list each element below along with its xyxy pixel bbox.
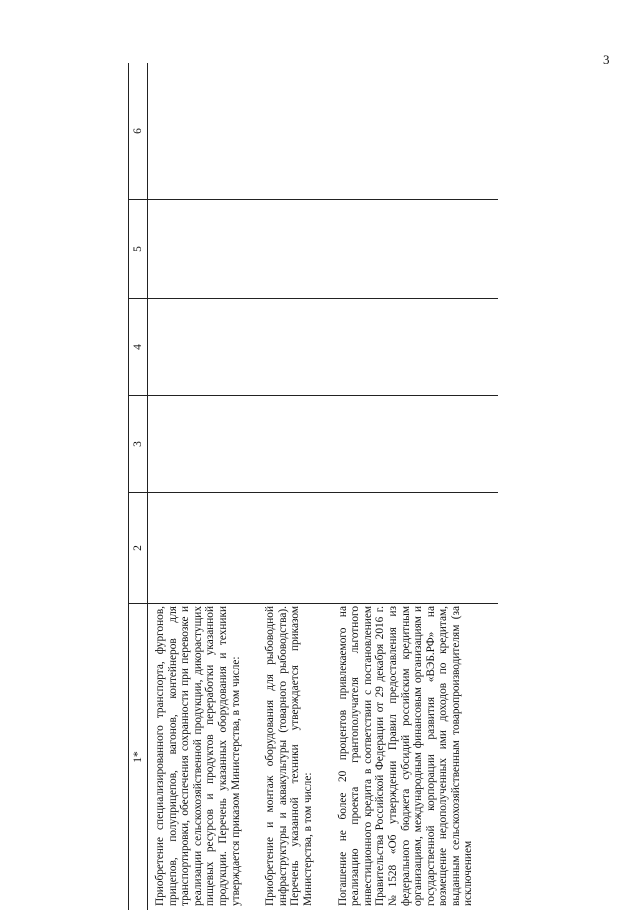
expenses-table xyxy=(128,63,498,910)
paragraph-fish-farming: Приобретение и монтаж оборудования для рыбоводной инфраструктуры и аквакультуры (товарного рыбоводства). Перечень указанной техники утверждается приказом Министерства, в том числе: xyxy=(264,606,314,906)
table-row xyxy=(148,63,499,910)
column-header-6: 6 xyxy=(129,63,148,200)
empty-cell-4 xyxy=(148,299,499,396)
column-header-3: 3 xyxy=(129,396,148,493)
empty-cell-5 xyxy=(148,200,499,299)
empty-cell-3 xyxy=(148,396,499,493)
paragraph-transport: Приобретение специализированного транспорта, фургонов, прицепов, полуприцепов, вагонов, контейнеров для транспортировки, обеспечения сохранности при перевозке и реализации сельскохозяйственной продукции, дикорастущих пищевых ресурсов и продуктов переработки указанной продукции. Перечень указанных оборудования и техники утверждается приказом Министерства, в том числе: xyxy=(154,606,242,906)
empty-cell-2 xyxy=(148,493,499,604)
description-cell xyxy=(148,604,499,910)
column-header-4: 4 xyxy=(129,299,148,396)
rotated-table-container xyxy=(128,68,498,910)
column-header-5: 5 xyxy=(129,200,148,299)
paragraph-loan-repayment: Погашение не более 20 процентов привлекаемого на реализацию проекта грантополучателя льготного инвестиционного кредита в соответствии с постановлением Правительства Российской Федерации от 29 декабря 2016 г. №1528 «Об утверждении Правил предоставления из федерального бюджета субсидий российским кредитным организациям, международным финансовым организациям и государственной корпорации развития «ВЭБ.РФ» на возмещение недополученных ими доходов по кредитам, выданным сельскохозяйственным товаропроизводителям (за исключением xyxy=(337,606,476,906)
column-header-2: 2 xyxy=(129,493,148,604)
column-header-1: 1* xyxy=(129,604,148,910)
table-header-row xyxy=(129,63,148,910)
page-number: 3 xyxy=(603,52,610,68)
empty-cell-6 xyxy=(148,63,499,200)
